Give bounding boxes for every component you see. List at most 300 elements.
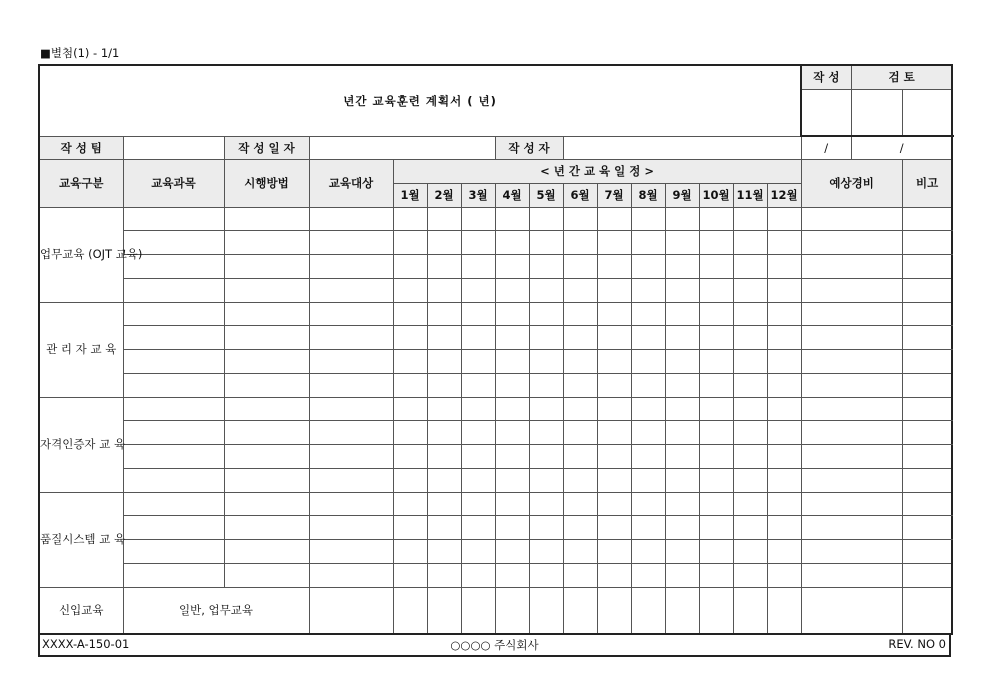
month-cell[interactable] [699, 492, 733, 516]
month-cell[interactable] [699, 516, 733, 540]
month-cell[interactable] [665, 468, 699, 492]
method-cell[interactable] [224, 207, 309, 231]
month-cell[interactable] [631, 516, 665, 540]
cost-cell[interactable] [801, 468, 902, 492]
month-cell[interactable] [597, 445, 631, 469]
month-cell[interactable] [495, 421, 529, 445]
month-cell[interactable] [597, 302, 631, 326]
remarks-cell[interactable] [902, 231, 952, 255]
target-cell[interactable] [309, 516, 393, 540]
month-cell[interactable] [597, 373, 631, 397]
month-cell[interactable] [665, 397, 699, 421]
month-cell[interactable] [427, 468, 461, 492]
remarks-cell[interactable] [902, 540, 952, 564]
month-cell[interactable] [767, 563, 801, 587]
remarks-cell[interactable] [902, 492, 952, 516]
cost-cell[interactable] [801, 207, 902, 231]
method-cell[interactable] [224, 326, 309, 350]
header-month-3: 3월 [461, 183, 495, 207]
month-cell[interactable] [733, 350, 767, 374]
month-cell[interactable] [767, 350, 801, 374]
course-cell[interactable] [123, 468, 224, 492]
course-cell[interactable] [123, 373, 224, 397]
month-cell[interactable] [597, 278, 631, 302]
month-cell[interactable] [495, 397, 529, 421]
month-cell[interactable] [733, 231, 767, 255]
month-cell[interactable] [461, 445, 495, 469]
course-cell[interactable] [123, 563, 224, 587]
method-cell[interactable] [224, 278, 309, 302]
month-cell[interactable] [767, 421, 801, 445]
month-cell[interactable] [427, 302, 461, 326]
month-cell[interactable] [631, 207, 665, 231]
month-cell[interactable] [665, 587, 699, 634]
remarks-cell[interactable] [902, 350, 952, 374]
month-cell[interactable] [461, 302, 495, 326]
month-cell[interactable] [563, 278, 597, 302]
month-cell[interactable] [461, 255, 495, 279]
course-cell[interactable] [123, 397, 224, 421]
month-cell[interactable] [563, 421, 597, 445]
month-cell[interactable] [495, 231, 529, 255]
month-cell[interactable] [699, 302, 733, 326]
month-cell[interactable] [495, 492, 529, 516]
month-cell[interactable] [767, 397, 801, 421]
course-cell[interactable] [123, 302, 224, 326]
month-cell[interactable] [529, 231, 563, 255]
target-cell[interactable] [309, 326, 393, 350]
month-cell[interactable] [631, 397, 665, 421]
month-cell[interactable] [631, 326, 665, 350]
month-cell[interactable] [427, 326, 461, 350]
remarks-cell[interactable] [902, 563, 952, 587]
remarks-cell[interactable] [902, 207, 952, 231]
course-cell[interactable] [123, 421, 224, 445]
month-cell[interactable] [427, 540, 461, 564]
month-cell[interactable] [563, 516, 597, 540]
month-cell[interactable] [427, 563, 461, 587]
month-cell[interactable] [529, 445, 563, 469]
cost-cell[interactable] [801, 492, 902, 516]
target-cell[interactable] [309, 587, 393, 634]
month-cell[interactable] [767, 278, 801, 302]
month-cell[interactable] [427, 397, 461, 421]
target-cell[interactable] [309, 231, 393, 255]
month-cell[interactable] [461, 540, 495, 564]
month-cell[interactable] [563, 326, 597, 350]
month-cell[interactable] [529, 468, 563, 492]
cost-cell[interactable] [801, 445, 902, 469]
target-cell[interactable] [309, 540, 393, 564]
month-cell[interactable] [461, 516, 495, 540]
month-cell[interactable] [393, 563, 427, 587]
month-cell[interactable] [461, 231, 495, 255]
method-cell[interactable] [224, 255, 309, 279]
month-cell[interactable] [427, 492, 461, 516]
month-cell[interactable] [699, 421, 733, 445]
month-cell[interactable] [461, 421, 495, 445]
month-cell[interactable] [631, 587, 665, 634]
course-cell[interactable] [123, 516, 224, 540]
target-cell[interactable] [309, 468, 393, 492]
target-cell[interactable] [309, 445, 393, 469]
month-cell[interactable] [393, 445, 427, 469]
month-cell[interactable] [767, 373, 801, 397]
month-cell[interactable] [733, 421, 767, 445]
month-cell[interactable] [767, 445, 801, 469]
month-cell[interactable] [631, 492, 665, 516]
month-cell[interactable] [529, 207, 563, 231]
month-cell[interactable] [393, 207, 427, 231]
method-cell[interactable] [224, 516, 309, 540]
method-cell[interactable] [224, 445, 309, 469]
target-cell[interactable] [309, 397, 393, 421]
cost-cell[interactable] [801, 563, 902, 587]
month-cell[interactable] [495, 302, 529, 326]
month-cell[interactable] [631, 468, 665, 492]
month-cell[interactable] [733, 302, 767, 326]
month-cell[interactable] [461, 207, 495, 231]
course-cell[interactable] [123, 278, 224, 302]
month-cell[interactable] [427, 278, 461, 302]
remarks-cell[interactable] [902, 278, 952, 302]
remarks-cell[interactable] [902, 326, 952, 350]
month-cell[interactable] [665, 516, 699, 540]
header-remarks: 비고 [902, 159, 952, 207]
month-cell[interactable] [767, 302, 801, 326]
month-cell[interactable] [767, 326, 801, 350]
month-cell[interactable] [597, 563, 631, 587]
month-cell[interactable] [495, 587, 529, 634]
month-cell[interactable] [393, 278, 427, 302]
month-cell[interactable] [529, 373, 563, 397]
month-cell[interactable] [733, 516, 767, 540]
month-cell[interactable] [665, 421, 699, 445]
month-cell[interactable] [733, 278, 767, 302]
month-cell[interactable] [767, 540, 801, 564]
cost-cell[interactable] [801, 350, 902, 374]
month-cell[interactable] [665, 540, 699, 564]
month-cell[interactable] [529, 516, 563, 540]
month-cell[interactable] [665, 255, 699, 279]
month-cell[interactable] [495, 207, 529, 231]
month-cell[interactable] [563, 207, 597, 231]
month-cell[interactable] [393, 350, 427, 374]
remarks-cell[interactable] [902, 516, 952, 540]
month-cell[interactable] [733, 468, 767, 492]
month-cell[interactable] [597, 540, 631, 564]
month-cell[interactable] [393, 231, 427, 255]
month-cell[interactable] [461, 492, 495, 516]
month-cell[interactable] [631, 540, 665, 564]
month-cell[interactable] [767, 255, 801, 279]
month-cell[interactable] [699, 350, 733, 374]
target-cell[interactable] [309, 492, 393, 516]
date-label: 작 성 일 자 [224, 136, 309, 159]
method-cell[interactable] [224, 302, 309, 326]
month-cell[interactable] [733, 373, 767, 397]
signature-box-review-2[interactable] [902, 89, 952, 136]
method-cell[interactable] [224, 350, 309, 374]
month-cell[interactable] [631, 302, 665, 326]
target-cell[interactable] [309, 421, 393, 445]
month-cell[interactable] [427, 587, 461, 634]
new-hire-course: 일반, 업무교육 [123, 587, 309, 634]
month-cell[interactable] [665, 278, 699, 302]
method-cell[interactable] [224, 492, 309, 516]
month-cell[interactable] [699, 278, 733, 302]
remarks-cell[interactable] [902, 373, 952, 397]
header-month-1: 1월 [393, 183, 427, 207]
month-cell[interactable] [461, 278, 495, 302]
month-cell[interactable] [495, 350, 529, 374]
month-cell[interactable] [529, 326, 563, 350]
month-cell[interactable] [461, 468, 495, 492]
method-cell[interactable] [224, 231, 309, 255]
month-cell[interactable] [597, 255, 631, 279]
method-cell[interactable] [224, 468, 309, 492]
course-cell[interactable] [123, 540, 224, 564]
month-cell[interactable] [461, 373, 495, 397]
method-cell[interactable] [224, 373, 309, 397]
course-cell[interactable] [123, 326, 224, 350]
month-cell[interactable] [733, 326, 767, 350]
course-cell[interactable] [123, 350, 224, 374]
month-cell[interactable] [495, 445, 529, 469]
month-cell[interactable] [665, 373, 699, 397]
month-cell[interactable] [529, 563, 563, 587]
month-cell[interactable] [767, 468, 801, 492]
month-cell[interactable] [597, 350, 631, 374]
month-cell[interactable] [427, 231, 461, 255]
month-cell[interactable] [631, 421, 665, 445]
cost-cell[interactable] [801, 302, 902, 326]
month-cell[interactable] [733, 445, 767, 469]
month-cell[interactable] [495, 563, 529, 587]
month-cell[interactable] [597, 421, 631, 445]
cost-cell[interactable] [801, 516, 902, 540]
month-cell[interactable] [631, 255, 665, 279]
cost-cell[interactable] [801, 326, 902, 350]
month-cell[interactable] [529, 540, 563, 564]
month-cell[interactable] [529, 350, 563, 374]
month-cell[interactable] [733, 587, 767, 634]
month-cell[interactable] [563, 350, 597, 374]
month-cell[interactable] [597, 207, 631, 231]
cost-cell[interactable] [801, 397, 902, 421]
month-cell[interactable] [699, 373, 733, 397]
month-cell[interactable] [597, 516, 631, 540]
month-cell[interactable] [427, 350, 461, 374]
month-cell[interactable] [393, 540, 427, 564]
month-cell[interactable] [495, 278, 529, 302]
month-cell[interactable] [767, 207, 801, 231]
month-cell[interactable] [563, 373, 597, 397]
target-cell[interactable] [309, 373, 393, 397]
month-cell[interactable] [733, 540, 767, 564]
month-cell[interactable] [495, 326, 529, 350]
month-cell[interactable] [631, 445, 665, 469]
month-cell[interactable] [563, 540, 597, 564]
month-cell[interactable] [665, 326, 699, 350]
month-cell[interactable] [495, 373, 529, 397]
signature-box-write[interactable] [801, 89, 851, 136]
month-cell[interactable] [665, 231, 699, 255]
cost-cell[interactable] [801, 540, 902, 564]
month-cell[interactable] [393, 468, 427, 492]
month-cell[interactable] [393, 326, 427, 350]
month-cell[interactable] [529, 278, 563, 302]
target-cell[interactable] [309, 563, 393, 587]
cost-cell[interactable] [801, 255, 902, 279]
remarks-cell[interactable] [902, 302, 952, 326]
month-cell[interactable] [461, 350, 495, 374]
month-cell[interactable] [597, 492, 631, 516]
month-cell[interactable] [597, 468, 631, 492]
month-cell[interactable] [495, 468, 529, 492]
month-cell[interactable] [393, 516, 427, 540]
target-cell[interactable] [309, 302, 393, 326]
month-cell[interactable] [529, 397, 563, 421]
author-field[interactable] [563, 136, 801, 159]
month-cell[interactable] [563, 587, 597, 634]
month-cell[interactable] [563, 445, 597, 469]
remarks-cell[interactable] [902, 421, 952, 445]
month-cell[interactable] [427, 421, 461, 445]
remarks-cell[interactable] [902, 468, 952, 492]
month-cell[interactable] [733, 563, 767, 587]
month-cell[interactable] [563, 231, 597, 255]
month-cell[interactable] [597, 326, 631, 350]
month-cell[interactable] [393, 421, 427, 445]
remarks-cell[interactable] [902, 397, 952, 421]
month-cell[interactable] [699, 540, 733, 564]
cost-cell[interactable] [801, 373, 902, 397]
month-cell[interactable] [427, 445, 461, 469]
month-cell[interactable] [563, 563, 597, 587]
month-cell[interactable] [563, 492, 597, 516]
target-cell[interactable] [309, 350, 393, 374]
month-cell[interactable] [529, 255, 563, 279]
month-cell[interactable] [529, 492, 563, 516]
remarks-cell[interactable] [902, 445, 952, 469]
month-cell[interactable] [733, 397, 767, 421]
month-cell[interactable] [495, 540, 529, 564]
month-cell[interactable] [393, 373, 427, 397]
month-cell[interactable] [631, 350, 665, 374]
month-cell[interactable] [699, 468, 733, 492]
month-cell[interactable] [563, 468, 597, 492]
month-cell[interactable] [563, 255, 597, 279]
target-cell[interactable] [309, 255, 393, 279]
course-cell[interactable] [123, 207, 224, 231]
month-cell[interactable] [733, 492, 767, 516]
month-cell[interactable] [665, 302, 699, 326]
month-cell[interactable] [427, 516, 461, 540]
course-cell[interactable] [123, 445, 224, 469]
month-cell[interactable] [699, 397, 733, 421]
month-cell[interactable] [699, 326, 733, 350]
date-field[interactable] [309, 136, 495, 159]
month-cell[interactable] [767, 231, 801, 255]
month-cell[interactable] [529, 587, 563, 634]
cost-cell[interactable] [801, 231, 902, 255]
month-cell[interactable] [699, 445, 733, 469]
footer-company: ○○○○ 주식회사 [450, 638, 539, 652]
month-cell[interactable] [699, 207, 733, 231]
target-cell[interactable] [309, 207, 393, 231]
cost-cell[interactable] [801, 587, 902, 634]
month-cell[interactable] [699, 255, 733, 279]
month-cell[interactable] [393, 255, 427, 279]
month-cell[interactable] [631, 373, 665, 397]
month-cell[interactable] [631, 231, 665, 255]
month-cell[interactable] [427, 207, 461, 231]
month-cell[interactable] [665, 445, 699, 469]
remarks-cell[interactable] [902, 255, 952, 279]
remarks-cell[interactable] [902, 587, 952, 634]
method-cell[interactable] [224, 540, 309, 564]
table-row [39, 492, 952, 516]
cost-cell[interactable] [801, 421, 902, 445]
month-cell[interactable] [665, 350, 699, 374]
month-cell[interactable] [563, 397, 597, 421]
cost-cell[interactable] [801, 278, 902, 302]
month-cell[interactable] [461, 587, 495, 634]
month-cell[interactable] [393, 302, 427, 326]
month-cell[interactable] [529, 421, 563, 445]
month-cell[interactable] [733, 255, 767, 279]
month-cell[interactable] [393, 492, 427, 516]
month-cell[interactable] [461, 563, 495, 587]
table-row [39, 563, 952, 587]
month-cell[interactable] [665, 563, 699, 587]
month-cell[interactable] [427, 373, 461, 397]
month-cell[interactable] [699, 563, 733, 587]
target-cell[interactable] [309, 278, 393, 302]
team-field[interactable] [123, 136, 224, 159]
month-cell[interactable] [699, 231, 733, 255]
month-cell[interactable] [597, 397, 631, 421]
month-cell[interactable] [597, 231, 631, 255]
month-cell[interactable] [767, 492, 801, 516]
method-cell[interactable] [224, 397, 309, 421]
method-cell[interactable] [224, 421, 309, 445]
method-cell[interactable] [224, 563, 309, 587]
month-cell[interactable] [427, 255, 461, 279]
month-cell[interactable] [393, 587, 427, 634]
signature-box-review-1[interactable] [851, 89, 902, 136]
month-cell[interactable] [393, 397, 427, 421]
month-cell[interactable] [767, 587, 801, 634]
month-cell[interactable] [631, 278, 665, 302]
month-cell[interactable] [699, 587, 733, 634]
month-cell[interactable] [495, 516, 529, 540]
month-cell[interactable] [733, 207, 767, 231]
header-month-9: 9월 [665, 183, 699, 207]
month-cell[interactable] [461, 326, 495, 350]
course-cell[interactable] [123, 492, 224, 516]
month-cell[interactable] [767, 516, 801, 540]
month-cell[interactable] [665, 492, 699, 516]
month-cell[interactable] [631, 563, 665, 587]
month-cell[interactable] [495, 255, 529, 279]
month-cell[interactable] [529, 302, 563, 326]
month-cell[interactable] [461, 397, 495, 421]
month-cell[interactable] [597, 587, 631, 634]
month-cell[interactable] [563, 302, 597, 326]
month-cell[interactable] [665, 207, 699, 231]
